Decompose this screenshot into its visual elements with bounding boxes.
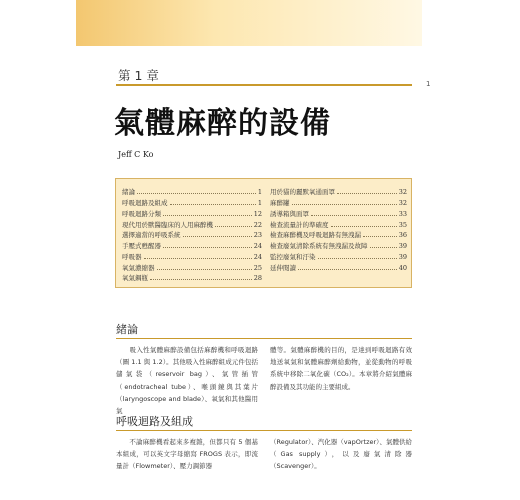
toc-entry-page: 22 (253, 220, 262, 229)
chapter-label: 第 1 章 (118, 68, 159, 83)
toc-entry[interactable] (122, 271, 262, 282)
toc-entry-page: 25 (253, 263, 262, 272)
section-rule (116, 338, 412, 339)
toc-entry[interactable] (270, 185, 407, 196)
toc-entry-label: 呼吸器 (122, 252, 142, 261)
toc-entry-label: 現代用於獸醫臨床的人用麻醉機 (122, 220, 213, 229)
toc-column-right (270, 185, 407, 271)
toc-entry[interactable] (270, 196, 407, 207)
toc-entry-page: 1 (257, 199, 262, 207)
toc-entry-label: 呼吸迴路及組成 (122, 199, 168, 207)
toc-leader (292, 204, 397, 205)
toc-entry-label: 手壓式甦醒器 (122, 242, 161, 250)
intro-text-left: 吸入性氣體麻醉設備包括麻醉機和呼吸迴路（圖 1.1 與 1.2）。其他吸入性麻醉組成元件包括儲氣袋（reservoir bag）、氣管插管（endotracheal tube）、喉頭鏡與其葉片（laryngoscope and blade）、氧氣和其他醫用氣 (116, 346, 258, 416)
toc-entry-page: 24 (253, 242, 262, 250)
toc-leader (370, 247, 397, 248)
toc-leader (150, 279, 252, 280)
toc-entry-page: 35 (398, 220, 407, 229)
intro-text-right: 體等。氣體麻醉機的目的，是達到呼吸迴路有效地送氧氣和氣體麻醉劑給動物，並從動物的呼吸系統中移除二氧化碳（CO₂）。本章將介紹氣體麻醉設備及其功能的主要組成。 (270, 346, 412, 391)
toc-entry-page: 24 (253, 252, 262, 261)
toc-entry-page: 39 (398, 252, 407, 261)
toc-entry-label: 監控廢氣和汙染 (270, 252, 316, 261)
toc-entry[interactable] (122, 228, 262, 239)
toc-entry[interactable] (122, 239, 262, 250)
toc-entry[interactable] (122, 207, 262, 218)
toc-entry-page: 40 (398, 263, 407, 272)
toc-leader (363, 236, 397, 237)
toc-entry-label: 用於貓的麗默氧通面罩 (270, 188, 335, 197)
toc-entry-page: 1 (257, 188, 262, 197)
toc-entry[interactable] (270, 260, 407, 271)
toc-leader (337, 193, 397, 194)
toc-leader (163, 215, 252, 216)
toc-entry-label: 誘導箱與面罩 (270, 209, 309, 218)
toc-entry-label: 選擇適當的呼吸系統 (122, 231, 181, 240)
toc-entry[interactable] (122, 185, 262, 196)
toc-entry-page: 32 (398, 188, 407, 197)
toc-entry-label: 氧氣鋼瓶 (122, 274, 148, 283)
toc-entry-page: 33 (398, 209, 407, 218)
toc-leader (170, 204, 256, 205)
toc-leader (137, 193, 256, 194)
header-color-band (76, 0, 422, 46)
toc-leader (215, 226, 252, 227)
table-of-contents (115, 178, 412, 288)
toc-entry-label: 檢查麻醉機及呼吸迴路有無洩漏 (270, 231, 361, 240)
section-heading-circuit: 呼吸迴路及組成 (116, 415, 193, 428)
toc-entry-page: 12 (253, 209, 262, 218)
toc-leader (331, 226, 397, 227)
toc-entry-label: 呼吸迴路分類 (122, 209, 161, 218)
toc-leader (163, 247, 252, 248)
toc-entry[interactable] (270, 228, 407, 239)
toc-entry-label: 麻醉罐 (270, 199, 290, 207)
toc-leader (144, 258, 252, 259)
toc-entry-page: 39 (398, 242, 407, 250)
toc-leader (298, 269, 397, 270)
toc-entry[interactable] (122, 196, 262, 207)
author: Jeff C Ko (118, 150, 154, 159)
toc-entry-label: 氧氣濃縮器 (122, 263, 155, 272)
toc-entry[interactable] (122, 217, 262, 228)
toc-entry-page: 28 (253, 274, 262, 283)
toc-entry[interactable] (270, 250, 407, 261)
toc-entry-page: 23 (253, 231, 262, 240)
toc-entry-page: 32 (398, 199, 407, 207)
section-rule (116, 430, 412, 431)
toc-leader (311, 215, 397, 216)
chapter-rule (116, 84, 412, 86)
toc-entry-label: 檢查廢氣清除系統有無洩漏及故障 (270, 242, 368, 250)
toc-entry[interactable] (270, 207, 407, 218)
toc-entry-label: 延伸閱讀 (270, 263, 296, 272)
toc-leader (183, 236, 252, 237)
toc-column-left (122, 185, 262, 282)
chapter-title: 氣體麻醉的設備 (114, 106, 331, 141)
toc-entry[interactable] (270, 217, 407, 228)
toc-entry-page: 36 (398, 231, 407, 240)
toc-entry-label: 檢查流量計的準確度 (270, 220, 329, 229)
section-heading-intro: 緒論 (116, 323, 138, 336)
toc-entry-label: 緒論 (122, 188, 135, 197)
toc-entry[interactable] (270, 239, 407, 250)
toc-leader (157, 269, 252, 270)
circuit-text-right: （Regulator）、汽化器（vapOrtzer）、氣體供給（Gas supply），以及廢氣清除器（Scavenger）。 (270, 438, 412, 471)
circuit-text-left: 不論麻醉機看起來多複雜，但都只有 5 個基本組成，可以英文字母縮寫 FROGS 表示，即流量計（Flowmeter）、壓力調節器 (116, 438, 258, 471)
page-number: 1 (426, 80, 431, 88)
toc-leader (318, 258, 397, 259)
toc-entry[interactable] (122, 250, 262, 261)
toc-entry[interactable] (122, 260, 262, 271)
